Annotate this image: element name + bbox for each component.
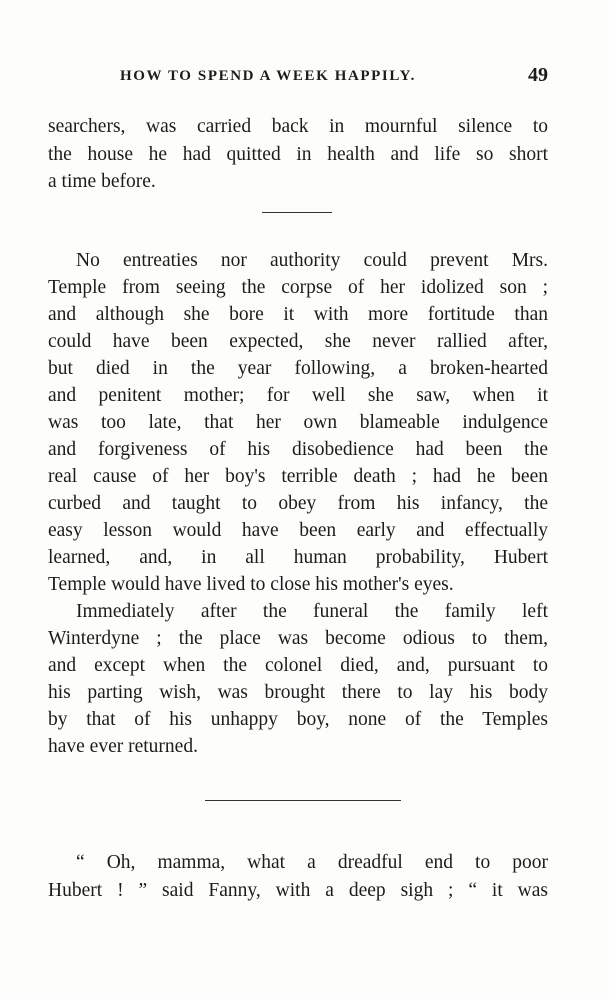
text-line: Winterdyne ; the place was become odious to them, xyxy=(48,628,548,649)
text-line: the house he had quitted in health and life so short xyxy=(48,144,548,165)
text-line: but died in the year following, a broken-hearted xyxy=(48,358,548,379)
section-divider xyxy=(262,212,332,213)
running-head: HOW TO SPEND A WEEK HAPPILY. xyxy=(120,68,416,84)
text-line: by that of his unhappy boy, none of the Temples xyxy=(48,709,548,730)
text-line: Hubert ! ” said Fanny, with a deep sigh ; “ it was xyxy=(48,880,548,901)
page-header xyxy=(48,64,548,90)
text-line: easy lesson would have been early and effectually xyxy=(48,520,548,541)
text-line: “ Oh, mamma, what a dreadful end to poor xyxy=(76,852,548,873)
text-line: and forgiveness of his disobedience had been the xyxy=(48,439,548,460)
text-line: was too late, that her own blameable indulgence xyxy=(48,412,548,433)
text-line: could have been expected, she never rallied after, xyxy=(48,331,548,352)
text-line: Temple would have lived to close his mother's eyes. xyxy=(48,574,454,595)
text-line: and penitent mother; for well she saw, when it xyxy=(48,385,548,406)
page-number: 49 xyxy=(528,64,548,86)
text-line: and although she bore it with more fortitude than xyxy=(48,304,548,325)
text-line: his parting wish, was brought there to lay his body xyxy=(48,682,548,703)
text-line: learned, and, in all human probability, Hubert xyxy=(48,547,548,568)
text-line: searchers, was carried back in mournful silence to xyxy=(48,116,548,137)
section-divider xyxy=(205,800,401,801)
text-line: a time before. xyxy=(48,171,156,192)
text-line: have ever returned. xyxy=(48,736,198,757)
text-line: curbed and taught to obey from his infancy, the xyxy=(48,493,548,514)
text-line: No entreaties nor authority could prevent Mrs. xyxy=(76,250,548,271)
text-line: Immediately after the funeral the family left xyxy=(76,601,548,622)
text-line: Temple from seeing the corpse of her idolized son ; xyxy=(48,277,548,298)
text-line: real cause of her boy's terrible death ; had he been xyxy=(48,466,548,487)
text-line: and except when the colonel died, and, pursuant to xyxy=(48,655,548,676)
